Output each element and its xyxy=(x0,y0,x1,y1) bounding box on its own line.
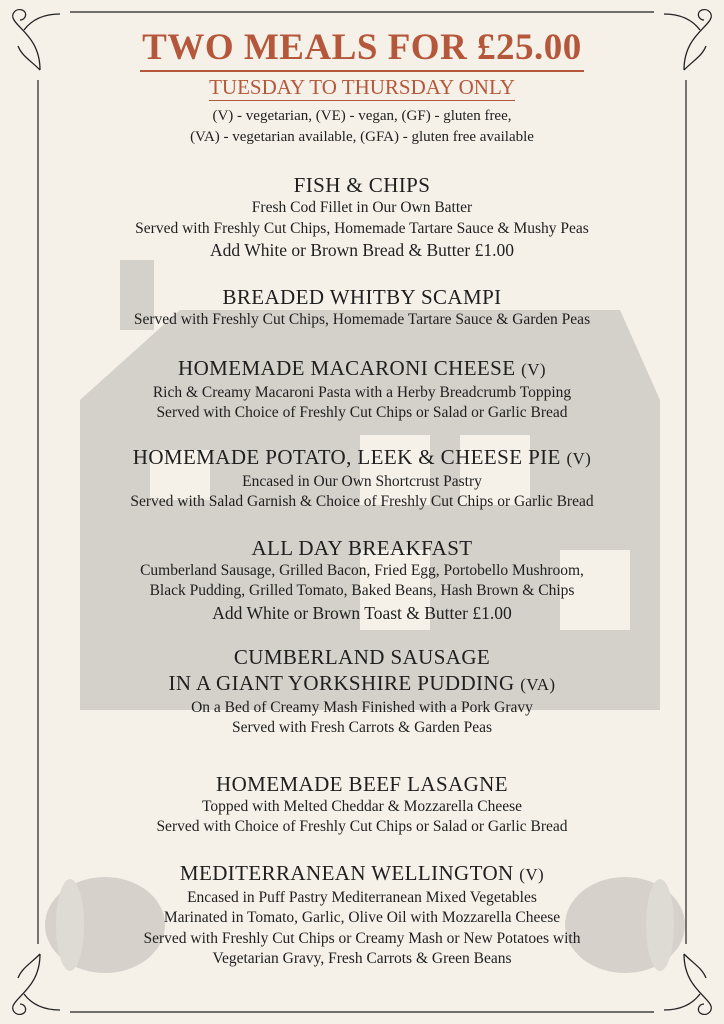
dish-description: Black Pudding, Grilled Tomato, Baked Beans, Hash Brown & Chips xyxy=(149,582,575,599)
dish-name-row xyxy=(40,860,684,888)
dish-name: HOMEMADE BEEF LASAGNE xyxy=(216,771,508,796)
dish-add-on: Add White or Brown Bread & Butter £1.00 xyxy=(210,240,514,260)
menu-title: TWO MEALS FOR £25.00 xyxy=(140,26,584,72)
dish-description: Served with Freshly Cut Chips, Homemade Tartare Sauce & Garden Peas xyxy=(133,311,591,328)
dish-description: Topped with Melted Cheddar & Mozzarella Cheese xyxy=(201,797,522,815)
dish-name: HOMEMADE MACARONI CHEESE xyxy=(178,355,516,380)
menu-item-macaroni-cheese xyxy=(40,355,684,424)
dish-name: CUMBERLAND SAUSAGE xyxy=(233,644,491,669)
dish-description: Served with Fresh Carrots & Garden Peas xyxy=(231,719,492,736)
menu-subtitle: TUESDAY TO THURSDAY ONLY xyxy=(209,75,515,99)
dish-description: Cumberland Sausage, Grilled Bacon, Fried Egg, Portobello Mushroom, xyxy=(140,561,584,579)
dish-description: Served with Choice of Freshly Cut Chips or Salad or Garlic Bread xyxy=(156,404,568,421)
dish-name-row xyxy=(40,670,684,698)
dish-description: Served with Freshly Cut Chips, Homemade Tartare Sauce & Mushy Peas xyxy=(135,219,589,237)
dietary-key xyxy=(40,106,684,148)
menu-item-cumberland-sausage xyxy=(40,644,684,739)
dietary-key-line: (VA) - vegetarian available, (GFA) - gluten free available xyxy=(190,129,534,145)
dietary-tag: (V) xyxy=(519,864,545,884)
menu-item-potato-leek-cheese-pie xyxy=(40,444,684,513)
menu-item-beef-lasagne xyxy=(40,771,684,838)
menu-item-all-day-breakfast xyxy=(40,535,684,624)
dish-name: HOMEMADE POTATO, LEEK & CHEESE PIE xyxy=(132,444,561,469)
menu-item-whitby-scampi xyxy=(40,284,684,331)
menu-item-fish-and-chips xyxy=(40,172,684,261)
dish-description: Served with Choice of Freshly Cut Chips or Salad or Garlic Bread xyxy=(156,818,568,835)
dietary-tag: (V) xyxy=(521,359,546,379)
dish-add-on: Add White or Brown Toast & Butter £1.00 xyxy=(212,602,512,623)
dish-name-line-2: IN A GIANT YORKSHIRE PUDDING xyxy=(168,670,515,695)
dish-name-row xyxy=(40,355,684,383)
dish-name-row xyxy=(40,444,684,472)
dish-description: Encased in Puff Pastry Mediterranean Mixed Vegetables xyxy=(187,888,537,906)
dish-name: BREADED WHITBY SCAMPI xyxy=(222,285,502,309)
dish-name: FISH & CHIPS xyxy=(293,173,431,197)
dish-description: On a Bed of Creamy Mash Finished with a Pork Gravy xyxy=(191,698,533,716)
dish-description: Fresh Cod Fillet in Our Own Batter xyxy=(251,199,473,216)
menu-content xyxy=(40,26,684,970)
menu-item-mediterranean-wellington xyxy=(40,860,684,970)
dish-description: Encased in Our Own Shortcrust Pastry xyxy=(242,472,482,490)
dish-name: MEDITERRANEAN WELLINGTON xyxy=(179,860,514,885)
dietary-tag: (VA) xyxy=(520,674,556,694)
dish-name: ALL DAY BREAKFAST xyxy=(251,535,473,560)
dish-description: Served with Freshly Cut Chips or Creamy Mash or New Potatoes with xyxy=(143,929,581,947)
dish-description: Marinated in Tomato, Garlic, Olive Oil with Mozzarella Cheese xyxy=(163,909,561,926)
dish-description: Rich & Creamy Macaroni Pasta with a Herby Breadcrumb Topping xyxy=(152,383,572,401)
dish-description: Served with Salad Garnish & Choice of Freshly Cut Chips or Garlic Bread xyxy=(130,493,594,510)
dietary-key-line: (V) - vegetarian, (VE) - vegan, (GF) - gluten free, xyxy=(212,108,512,124)
dish-description: Vegetarian Gravy, Fresh Carrots & Green Beans xyxy=(212,950,512,967)
dietary-tag: (V) xyxy=(566,448,592,468)
